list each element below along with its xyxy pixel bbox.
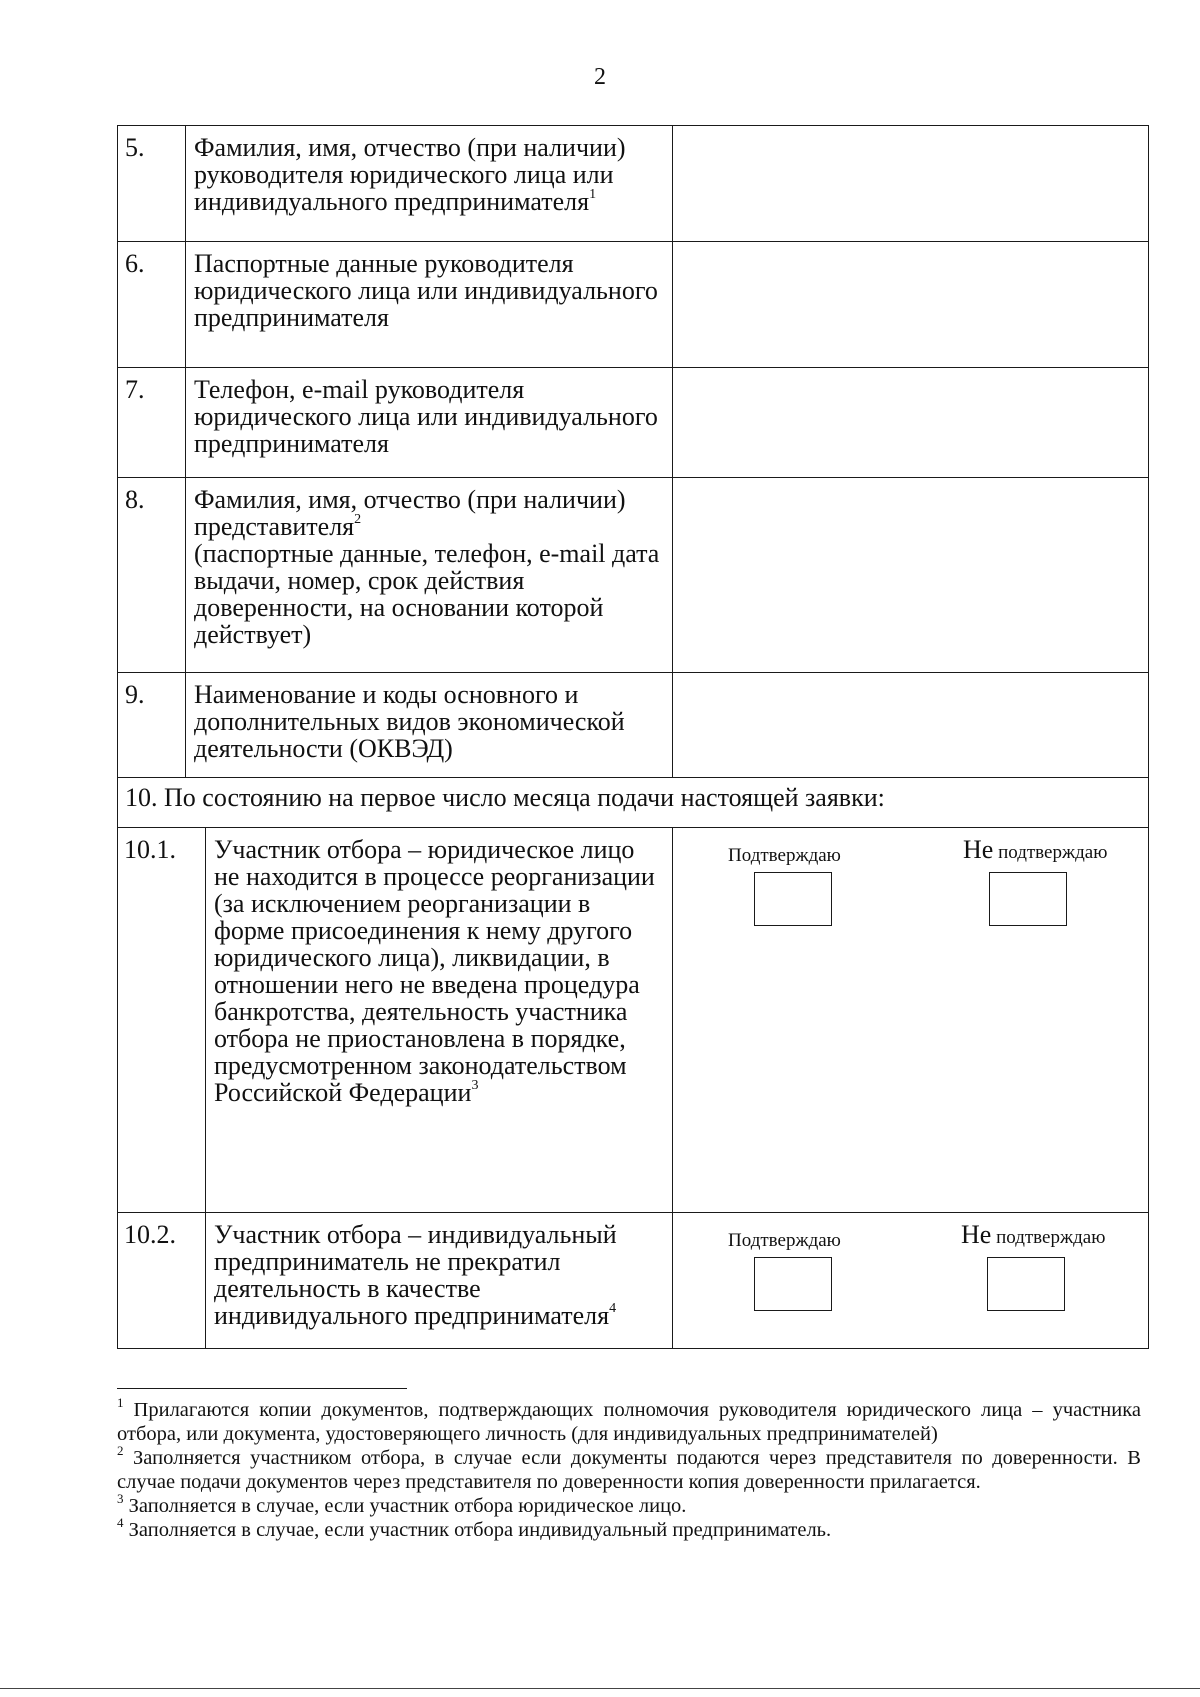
row-label-text: Фамилия, имя, отчество (при наличии) руководителя юридического лица или индивидуального предпринимателя [194,133,626,216]
answer-field-representative[interactable] [673,478,1149,673]
footnote-mark: 1 [117,1395,124,1410]
not-confirm-label [961,1221,1105,1251]
row-number: 9. [118,673,186,778]
row-label-note: (паспортные данные, телефон, e-mail дата выдачи, номер, срок действия доверенности, на основании которой действует) [194,539,660,649]
row-label-text: Фамилия, имя, отчество (при наличии) представителя [194,485,626,541]
not-word: Не [961,1220,992,1249]
not-confirm-word: подтверждаю [996,1227,1106,1248]
not-confirm-label [963,836,1107,866]
row-label [186,126,673,242]
footnote-mark: 1 [589,187,597,202]
footnote-4 [117,1515,1141,1542]
confirm-label: Подтверждаю [728,845,841,866]
footnote-mark: 4 [609,1301,617,1316]
confirm-label: Подтверждаю [728,1230,841,1251]
footnote-3 [117,1491,1141,1518]
confirmation-cell [673,828,1149,1213]
not-word: Не [963,835,994,864]
page-number: 2 [594,64,606,90]
answer-field-contacts[interactable] [673,368,1149,478]
footnote-text: Заполняется в случае, если участник отбора юридическое лицо. [123,1495,687,1517]
footnote-mark: 2 [117,1443,124,1458]
footnote-mark: 3 [117,1491,124,1506]
footnote-separator [117,1388,407,1389]
row-label [206,1213,673,1349]
answer-field-passport[interactable] [673,242,1149,368]
row-label-text: Участник отбора – индивидуальный предприниматель не прекратил деятельность в качестве индивидуального предпринимателя [214,1220,617,1330]
form-row-7 [118,368,1149,478]
form-row-9 [118,673,1149,778]
form-row-10-1 [118,828,1149,1213]
form-row-6 [118,242,1149,368]
scan-edge-line [0,1688,1200,1689]
footnote-text: Прилагаются копии документов, подтверждающих полномочия руководителя юридического лица – участника отбора, или документа, удостоверяющего личность (для индивидуальных предпринимателей) [117,1399,1141,1445]
row-number: 5. [118,126,186,242]
footnote-2 [117,1443,1141,1494]
answer-field-full-name[interactable] [673,126,1149,242]
footnote-1 [117,1395,1141,1446]
not-confirm-checkbox[interactable] [989,872,1067,926]
confirm-checkbox[interactable] [754,872,832,926]
footnote-text: Заполняется в случае, если участник отбора индивидуальный предприниматель. [123,1519,832,1541]
footnotes [117,1395,1141,1542]
application-form-table [117,125,1149,1349]
row-label: Телефон, e-mail руководителя юридического лица или индивидуального предпринимателя [186,368,673,478]
not-confirm-checkbox[interactable] [987,1257,1065,1311]
row-number: 6. [118,242,186,368]
footnote-mark: 2 [354,512,362,527]
confirmation-cell [673,1213,1149,1349]
row-label [186,478,673,673]
answer-field-okved[interactable] [673,673,1149,778]
section-heading: 10. По состоянию на первое число месяца подачи настоящей заявки: [118,778,1149,828]
form-row-10-2 [118,1213,1149,1349]
section-10-heading-row [118,778,1149,828]
footnote-mark: 4 [117,1515,124,1530]
footnote-mark: 3 [471,1078,479,1093]
form-row-5 [118,126,1149,242]
row-number: 10.2. [118,1213,206,1349]
row-label: Паспортные данные руководителя юридического лица или индивидуального предпринимателя [186,242,673,368]
row-label-note: (за исключением реорганизации в форме присоединения к нему другого юридического лица), ликвидации, в отношении него не введена процедура банкротства, деятельность участника отбора не приостановлена в порядке, предусмотренном законодательством Российской Федерации [214,889,640,1107]
row-label [206,828,673,1213]
row-label: Наименование и коды основного и дополнительных видов экономической деятельности (ОКВЭД) [186,673,673,778]
row-number: 7. [118,368,186,478]
row-number: 8. [118,478,186,673]
form-row-8 [118,478,1149,673]
footnote-text: Заполняется участником отбора, в случае если документы подаются через представителя по доверенности. В случае подачи документов через представителя по доверенности копия доверенности прилагается. [117,1447,1141,1493]
not-confirm-word: подтверждаю [998,842,1108,863]
confirm-checkbox[interactable] [754,1257,832,1311]
row-number: 10.1. [118,828,206,1213]
row-label-text: Участник отбора – юридическое лицо не находится в процессе реорганизации [214,835,655,891]
